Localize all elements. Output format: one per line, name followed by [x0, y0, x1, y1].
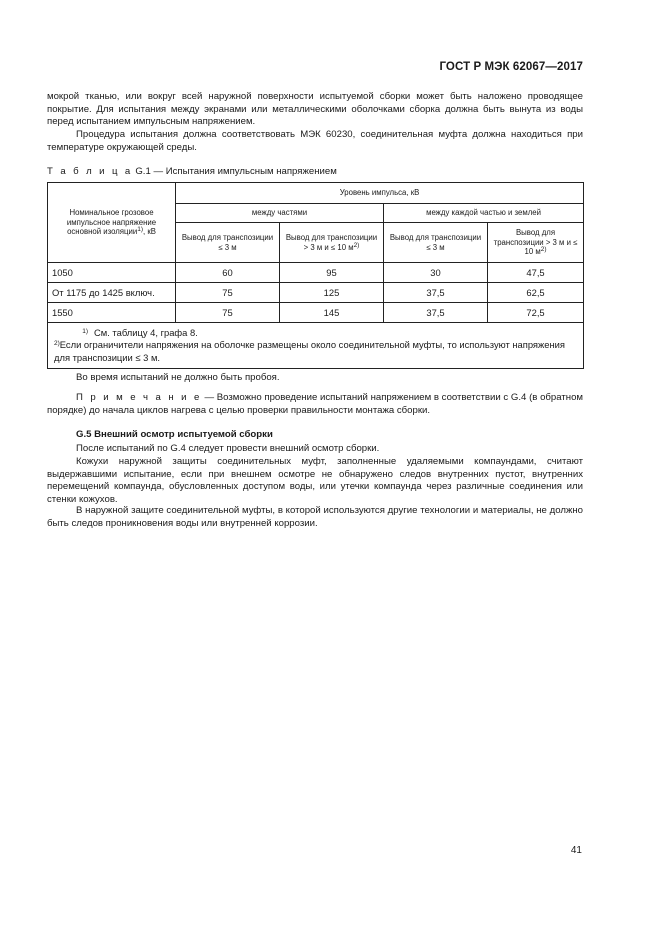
- table-row: 1550 75 145 37,5 72,5: [48, 303, 584, 323]
- section-paragraph-2: Кожухи наружной защиты соединительных муфт, заполненные удаляемыми компаундами, считают выдержавшими испытание, если при внешнем осмотре не обнаружено следов внутренних пустот, внутренних перемещений компаунда, обусловленных доступом воды, или утечки компаунда через различные соединения или стенки кожухов.: [47, 456, 583, 505]
- rated-voltage-header: Номинальное грозовое импульсное напряжение основной изоляции$^{1)}$, кВ: [48, 183, 176, 263]
- intro-paragraph-2: Процедура испытания должна соответствовать МЭК 60230, соединительная муфта должна находиться при температуре окружающей среды.: [47, 129, 583, 153]
- section-paragraph-3: В наружной защите соединительной муфты, в которой используются другие технологии и материалы, не должно быть следов проникновения воды или внутренней коррозии.: [47, 505, 583, 529]
- note-text: — Возможно проведение испытаний напряжением в соответствии с G.4 (в обратном порядке) до начала циклов нагрева с целью проверки правильности монтажа сборки.: [47, 392, 584, 416]
- page-number: 41: [570, 845, 582, 856]
- table-caption: [47, 166, 337, 177]
- col-header-transposition-3-10: Вывод для транспозиции > 3 м и ≤ 10 $м^{2)}$: [280, 223, 384, 263]
- table-row: От 1175 до 1425 включ. 75 125 37,5 62,5: [48, 283, 584, 303]
- document-code: ГОСТ Р МЭК 62067—2017: [439, 61, 583, 73]
- footnote-1: $^{1)}$ См. таблицу 4, графа 8.: [82, 327, 198, 338]
- col-header-transposition-le3-earth: Вывод для транспозиции ≤ 3 м: [384, 223, 488, 263]
- impulse-level-header: Уровень импульса, кВ: [176, 183, 584, 204]
- no-breakdown-text: Во время испытаний не должно быть пробоя.: [76, 372, 280, 383]
- intro-paragraph-1: мокрой тканью, или вокруг всей наружной поверхности испытуемой сборки может быть наложено проводящее покрытие. Для испытания между экранами или металлическими оболочками сборка должна быть вынута из воды перед испытанием импульсным напряжением.: [47, 91, 583, 128]
- table-caption-text: G.1 — Испытания импульсным напряжением: [132, 166, 337, 177]
- table-footnotes: [48, 323, 584, 369]
- col-header-transposition-3-10-earth: Вывод для транспозиции > 3 м и ≤ 10 $м^{2)}$: [488, 223, 584, 263]
- note-label: П р и м е ч а н и е: [76, 392, 202, 403]
- section-paragraph-1: После испытаний по G.4 следует провести внешний осмотр сборки.: [76, 443, 380, 454]
- col-header-transposition-le3: Вывод для транспозиции ≤ 3 м: [176, 223, 280, 263]
- footnote-2: $^{2)}$Если ограничители напряжения на оболочке размещены около соединительной муфты, то используют напряжения для транспозиции ≤ 3 м.: [54, 339, 565, 363]
- table-row: 1050 60 95 30 47,5: [48, 263, 584, 283]
- section-heading: G.5 Внешний осмотр испытуемой сборки: [76, 429, 273, 440]
- impulse-test-table: [47, 182, 584, 369]
- table-caption-prefix: Т а б л и ц а: [47, 166, 133, 177]
- between-each-and-earth-header: между каждой частью и землей: [384, 204, 584, 223]
- note-paragraph: [47, 392, 583, 417]
- between-parts-header: между частями: [176, 204, 384, 223]
